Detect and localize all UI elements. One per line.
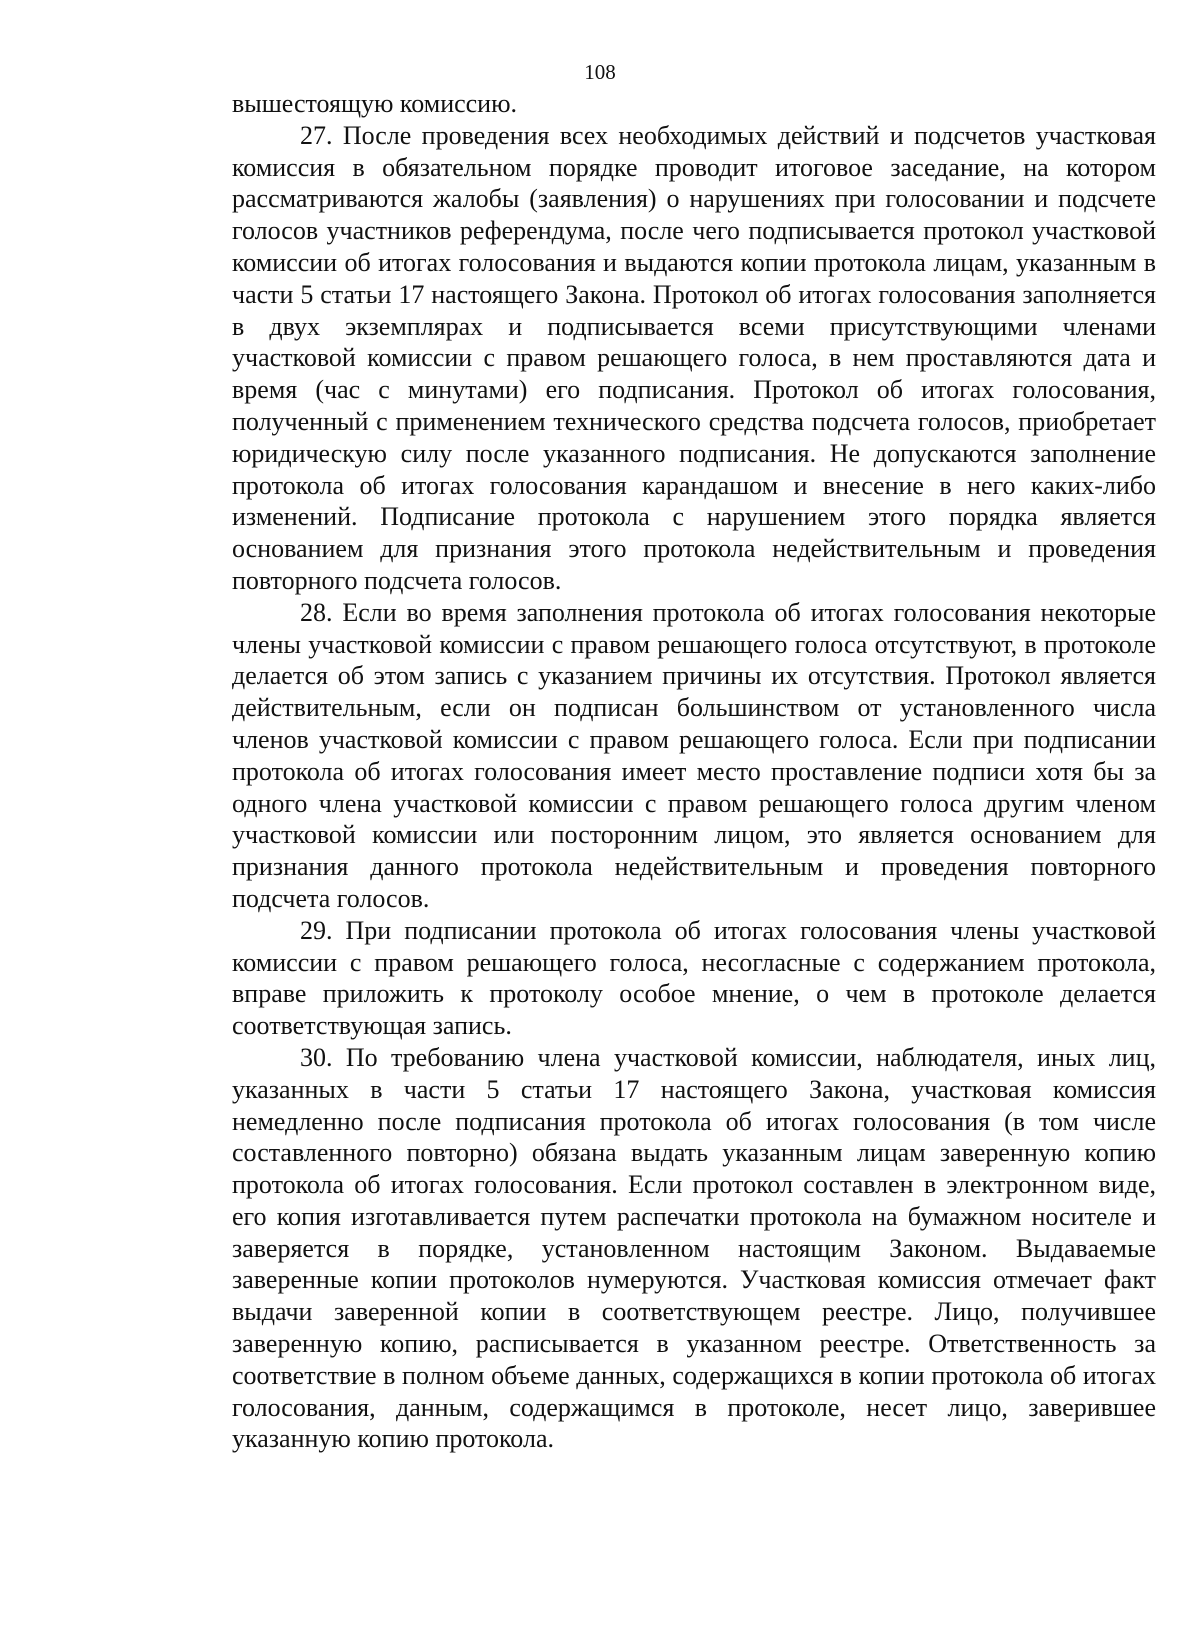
page-number: 108 xyxy=(584,60,616,84)
document-body xyxy=(232,88,1156,1455)
paragraph-29: 29. При подписании протокола об итогах голосования члены участковой комиссии с правом решающего голоса, несогласные с содержанием протокола, вправе приложить к протоколу особое мнение, о чем в протоколе делается соответствующая запись. xyxy=(232,915,1156,1041)
paragraph-continuation: вышестоящую комиссию. xyxy=(232,89,518,118)
paragraph-27: 27. После проведения всех необходимых действий и подсчетов участковая комиссия в обязательном порядке проводит итоговое заседание, на котором рассматриваются жалобы (заявления) о нарушениях при голосовании и подсчете голосов участников референдума, после чего подписывается протокол участковой комиссии об итогах голосования и выдаются копии протокола лицам, указанным в части 5 статьи 17 настоящего Закона. Протокол об итогах голосования заполняется в двух экземплярах и подписывается всеми присутствующими членами участковой комиссии с правом решающего голоса, в нем проставляются дата и время (час с минутами) его подписания. Протокол об итогах голосования, полученный с применением технического средства подсчета голосов, приобретает юридическую силу после указанного подписания. Не допускаются заполнение протокола об итогах голосования карандашом и внесение в него каких-либо изменений. Подписание протокола с нарушением этого порядка является основанием для признания этого протокола недействительным и проведения повторного подсчета голосов. xyxy=(232,120,1156,595)
paragraph-30: 30. По требованию члена участковой комиссии, наблюдателя, иных лиц, указанных в части 5 статьи 17 настоящего Закона, участковая комиссия немедленно после подписания протокола об итогах голосования (в том числе составленного повторно) обязана выдать указанным лицам заверенную копию протокола об итогах голосования. Если протокол составлен в электронном виде, его копия изготавливается путем распечатки протокола на бумажном носителе и заверяется в порядке, установленном настоящим Законом. Выдаваемые заверенные копии протоколов нумеруются. Участковая комиссия отмечает факт выдачи заверенной копии в соответствующем реестре. Лицо, получившее заверенную копию, расписывается в указанном реестре. Ответственность за соответствие в полном объеме данных, содержащихся в копии протокола об итогах голосования, данным, содержащимся в протоколе, несет лицо, заверившее указанную копию протокола. xyxy=(232,1042,1156,1454)
paragraph-28: 28. Если во время заполнения протокола об итогах голосования некоторые члены участковой комиссии с правом решающего голоса отсутствуют, в протоколе делается об этом запись с указанием причины их отсутствия. Протокол является действительным, если он подписан большинством от установленного числа членов участковой комиссии с правом решающего голоса. Если при подписании протокола об итогах голосования имеет место проставление подписи хотя бы за одного члена участковой комиссии с правом решающего голоса другим членом участковой комиссии или посторонним лицом, это является основанием для признания данного протокола недействительным и проведения повторного подсчета голосов. xyxy=(232,597,1156,913)
